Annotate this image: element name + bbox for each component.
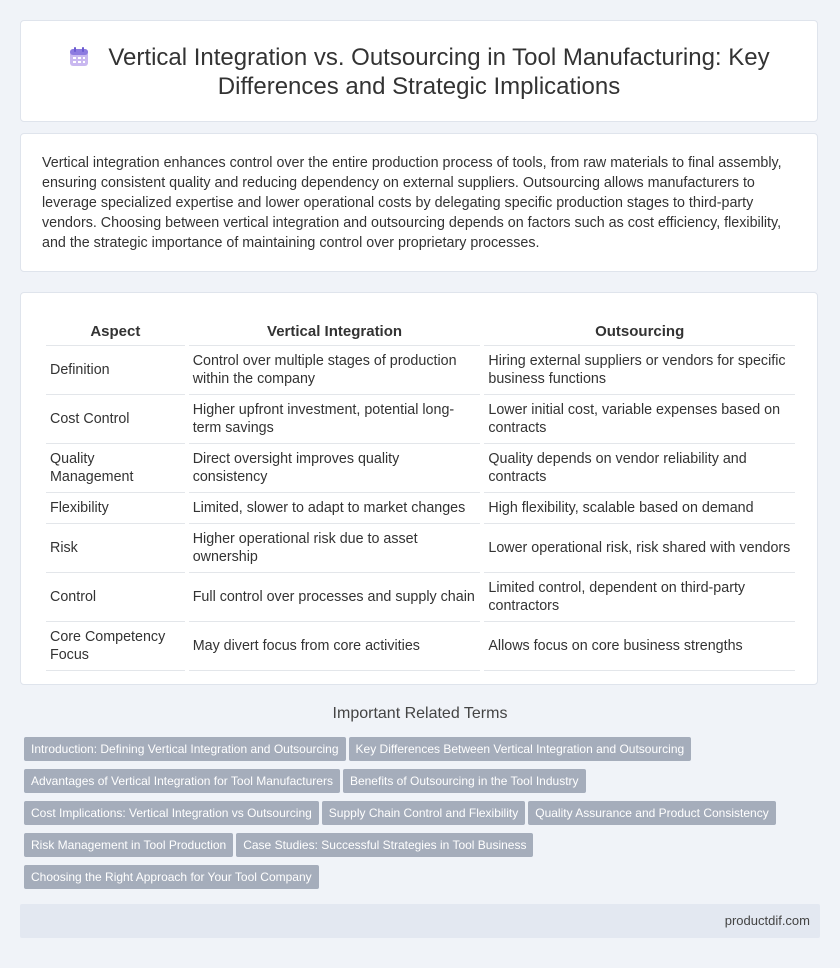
row-outsourcing: High flexibility, scalable based on demand — [484, 493, 795, 524]
intro-paragraph: Vertical integration enhances control over the entire production process of tools, from raw materials to final assembly, ensuring consistent quality and reducing dependency on external suppliers. Outsourcing allows manufacturers to leverage specialized expertise and lower operational costs by delegating specific production stages to third-party vendors. Choosing between vertical integration and outsourcing depends on factors such as cost efficiency, flexibility, and the strategic importance of maintaining control over proprietary processes. — [42, 155, 782, 251]
row-vertical: Higher operational risk due to asset ownership — [189, 524, 481, 573]
row-aspect: Quality Management — [46, 444, 185, 493]
footer-bar — [20, 904, 820, 938]
related-terms-heading: Important Related Terms — [332, 705, 508, 722]
row-aspect: Cost Control — [46, 395, 185, 444]
row-aspect: Definition — [46, 346, 185, 395]
table-row — [46, 622, 795, 671]
row-vertical: Full control over processes and supply chain — [189, 573, 481, 622]
related-term-tag[interactable]: Key Differences Between Vertical Integration and Outsourcing — [349, 737, 692, 761]
row-aspect: Flexibility — [46, 493, 185, 524]
related-term-tag[interactable]: Case Studies: Successful Strategies in Tool Business — [236, 833, 533, 857]
related-term-tag[interactable]: Quality Assurance and Product Consistency — [528, 801, 775, 825]
row-aspect: Risk — [46, 524, 185, 573]
row-outsourcing: Lower initial cost, variable expenses based on contracts — [484, 395, 795, 444]
row-outsourcing: Quality depends on vendor reliability and contracts — [484, 444, 795, 493]
related-term-tag[interactable]: Cost Implications: Vertical Integration vs Outsourcing — [24, 801, 319, 825]
table-row — [46, 573, 795, 622]
related-term-tag[interactable]: Introduction: Defining Vertical Integration and Outsourcing — [24, 737, 346, 761]
header-aspect: Aspect — [46, 312, 185, 346]
header-card — [20, 20, 818, 122]
comparison-card — [20, 292, 818, 685]
table-row — [46, 493, 795, 524]
row-vertical: Limited, slower to adapt to market changes — [189, 493, 481, 524]
footer-site-link[interactable]: productdif.com — [724, 913, 810, 928]
related-term-tag[interactable]: Choosing the Right Approach for Your Tool Company — [24, 865, 319, 889]
row-aspect: Control — [46, 573, 185, 622]
table-row — [46, 346, 795, 395]
table-row — [46, 395, 795, 444]
row-vertical: Direct oversight improves quality consistency — [189, 444, 481, 493]
page-title — [21, 43, 817, 101]
row-aspect: Core Competency Focus — [46, 622, 185, 671]
title-line-1: Vertical Integration vs. Outsourcing in Tool Manufacturing: Key — [108, 44, 770, 71]
row-outsourcing: Allows focus on core business strengths — [484, 622, 795, 671]
related-terms-list — [24, 737, 824, 897]
intro-card — [20, 133, 818, 272]
row-outsourcing: Limited control, dependent on third-party contractors — [484, 573, 795, 622]
row-vertical: Control over multiple stages of production within the company — [189, 346, 481, 395]
related-term-tag[interactable]: Supply Chain Control and Flexibility — [322, 801, 525, 825]
header-outsourcing: Outsourcing — [484, 312, 795, 346]
row-outsourcing: Lower operational risk, risk shared with vendors — [484, 524, 795, 573]
table-header-row — [46, 312, 795, 346]
header-vertical-integration: Vertical Integration — [189, 312, 481, 346]
related-term-tag[interactable]: Benefits of Outsourcing in the Tool Industry — [343, 769, 586, 793]
table-row — [46, 524, 795, 573]
table-row — [46, 444, 795, 493]
related-term-tag[interactable]: Risk Management in Tool Production — [24, 833, 233, 857]
row-vertical: Higher upfront investment, potential long-term savings — [189, 395, 481, 444]
row-outsourcing: Hiring external suppliers or vendors for specific business functions — [484, 346, 795, 395]
comparison-table — [42, 312, 799, 671]
calendar-icon — [68, 46, 90, 68]
title-line-2: Differences and Strategic Implications — [217, 73, 621, 100]
row-vertical: May divert focus from core activities — [189, 622, 481, 671]
related-term-tag[interactable]: Advantages of Vertical Integration for Tool Manufacturers — [24, 769, 340, 793]
